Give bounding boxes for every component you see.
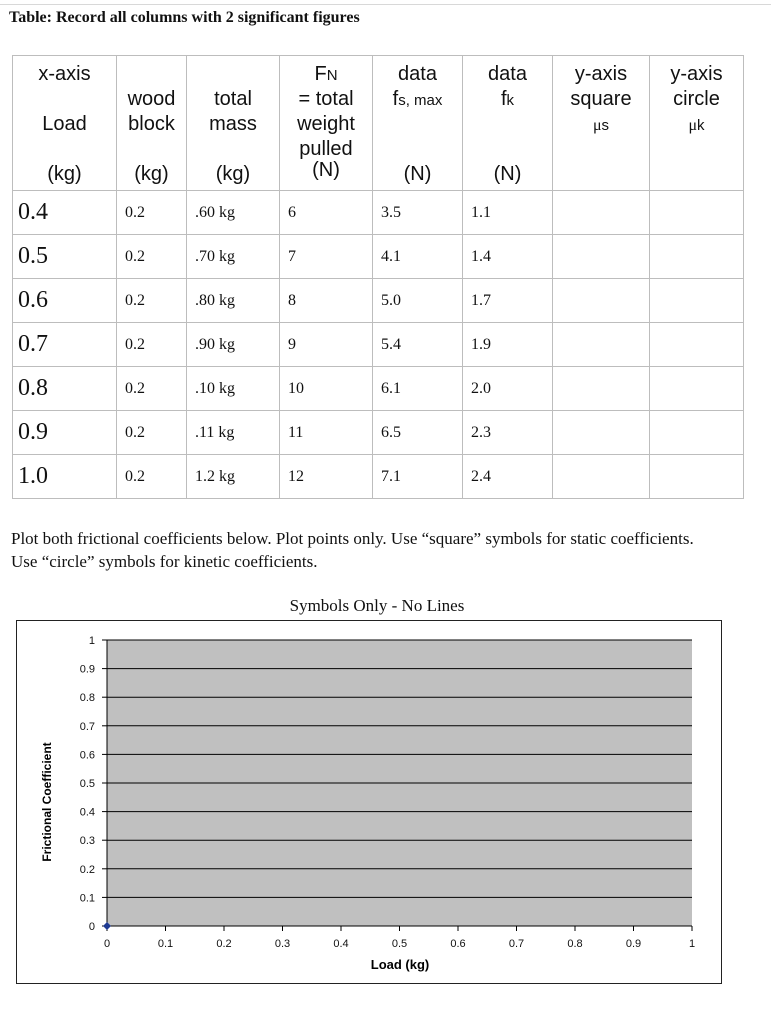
static-coefficient-cell[interactable]: [553, 279, 650, 323]
normal-force-cell: 9: [280, 323, 373, 367]
static-friction-cell: 4.1: [373, 235, 463, 279]
kinetic-friction-cell: 2.0: [463, 367, 553, 411]
header-wood-block: wood block (kg): [117, 56, 187, 191]
load-cell: 0.5: [13, 235, 117, 279]
header-kinetic-friction: data fk (N): [463, 56, 553, 191]
wood-cell: 0.2: [117, 323, 187, 367]
wood-cell: 0.2: [117, 235, 187, 279]
kinetic-friction-cell: 1.1: [463, 191, 553, 235]
total-mass-cell: .10 kg: [187, 367, 280, 411]
static-friction-cell: 5.0: [373, 279, 463, 323]
frictional-coefficient-chart[interactable]: [17, 621, 721, 983]
y-tick-label: 0.1: [79, 892, 95, 905]
y-tick-label: 0.7: [79, 720, 95, 733]
table-row: [13, 455, 744, 499]
y-tick-label: 0.8: [79, 692, 95, 705]
load-cell: 0.8: [13, 367, 117, 411]
wood-cell: 0.2: [117, 455, 187, 499]
x-tick-label: 0.9: [625, 938, 642, 950]
header-total-mass: total mass (kg): [187, 56, 280, 191]
x-tick-label: 0.6: [450, 938, 466, 950]
total-mass-cell: 1.2 kg: [187, 455, 280, 499]
header-normal-force: FN = total weight pulled (N): [280, 56, 373, 191]
y-tick-label: 0.2: [79, 863, 95, 876]
kinetic-coefficient-cell[interactable]: [650, 323, 744, 367]
load-cell: 0.7: [13, 323, 117, 367]
static-coefficient-cell[interactable]: [553, 191, 650, 235]
load-cell: 1.0: [13, 455, 117, 499]
x-tick-label: 0.4: [333, 938, 349, 950]
static-coefficient-cell[interactable]: [553, 323, 650, 367]
x-tick-label: 0.1: [157, 938, 174, 950]
header-static-friction: data fs, max (N): [373, 56, 463, 191]
y-tick-label: 0.5: [79, 778, 95, 790]
header-x-axis: x-axis Load (kg): [13, 56, 117, 191]
table-row: [13, 279, 744, 323]
normal-force-cell: 10: [280, 367, 373, 411]
normal-force-cell: 11: [280, 411, 373, 455]
total-mass-cell: .80 kg: [187, 279, 280, 323]
static-friction-cell: 6.5: [373, 411, 463, 455]
y-tick-label: 0.3: [79, 835, 95, 848]
kinetic-coefficient-cell[interactable]: [650, 279, 744, 323]
static-coefficient-cell[interactable]: [553, 235, 650, 279]
kinetic-friction-cell: 1.9: [463, 323, 553, 367]
total-mass-cell: .70 kg: [187, 235, 280, 279]
total-mass-cell: .11 kg: [187, 411, 280, 455]
x-tick-label: 0: [103, 938, 111, 950]
static-friction-cell: 5.4: [373, 323, 463, 367]
kinetic-coefficient-cell[interactable]: [650, 455, 744, 499]
kinetic-coefficient-cell[interactable]: [650, 411, 744, 455]
x-tick-label: 0.5: [391, 938, 408, 950]
kinetic-coefficient-cell[interactable]: [650, 235, 744, 279]
table-caption: Table: Record all columns with 2 significant figures: [9, 9, 360, 26]
normal-force-cell: 7: [280, 235, 373, 279]
header-static-coefficient: y-axis square μs: [553, 56, 650, 191]
header-kinetic-coefficient: y-axis circle μk: [650, 56, 744, 191]
table-row: [13, 191, 744, 235]
x-tick-label: 0.8: [567, 938, 583, 950]
wood-cell: 0.2: [117, 191, 187, 235]
chart-title: Symbols Only - No Lines: [289, 596, 465, 615]
top-rule: [0, 4, 771, 5]
load-cell: 0.4: [13, 191, 117, 235]
static-friction-cell: 7.1: [373, 455, 463, 499]
static-coefficient-cell[interactable]: [553, 411, 650, 455]
kinetic-coefficient-cell[interactable]: [650, 191, 744, 235]
x-tick-label: 1: [688, 938, 696, 950]
wood-cell: 0.2: [117, 279, 187, 323]
table-row: [13, 367, 744, 411]
x-tick-label: 0.3: [274, 938, 291, 950]
table-row: [13, 411, 744, 455]
y-tick-label: 0.6: [79, 749, 95, 762]
plot-instructions: Plot both frictional coefficients below. Plot points only. Use “square” symbols for static coefficients. Use “circle” symbols for kinetic coefficients.: [11, 529, 694, 571]
static-coefficient-cell[interactable]: [553, 367, 650, 411]
load-cell: 0.9: [13, 411, 117, 455]
y-tick-label: 0: [88, 921, 95, 933]
total-mass-cell: .90 kg: [187, 323, 280, 367]
kinetic-friction-cell: 1.4: [463, 235, 553, 279]
kinetic-friction-cell: 1.7: [463, 279, 553, 323]
normal-force-cell: 12: [280, 455, 373, 499]
table-row: [13, 323, 744, 367]
x-axis-label: Load (kg): [370, 957, 430, 972]
wood-cell: 0.2: [117, 411, 187, 455]
y-tick-label: 0.4: [79, 806, 95, 819]
y-tick-label: 0.9: [79, 663, 95, 676]
header-row: [13, 56, 744, 191]
x-tick-label: 0.2: [216, 938, 232, 950]
normal-force-cell: 8: [280, 279, 373, 323]
kinetic-coefficient-cell[interactable]: [650, 367, 744, 411]
chart-frame: [16, 620, 722, 984]
y-axis-label: Frictional Coefficient: [40, 742, 54, 862]
wood-cell: 0.2: [117, 367, 187, 411]
total-mass-cell: .60 kg: [187, 191, 280, 235]
static-friction-cell: 6.1: [373, 367, 463, 411]
load-cell: 0.6: [13, 279, 117, 323]
y-tick-label: 1: [88, 635, 95, 647]
kinetic-friction-cell: 2.3: [463, 411, 553, 455]
table-row: [13, 235, 744, 279]
data-table: [12, 55, 744, 499]
normal-force-cell: 6: [280, 191, 373, 235]
kinetic-friction-cell: 2.4: [463, 455, 553, 499]
static-friction-cell: 3.5: [373, 191, 463, 235]
x-tick-label: 0.7: [508, 938, 525, 950]
static-coefficient-cell[interactable]: [553, 455, 650, 499]
